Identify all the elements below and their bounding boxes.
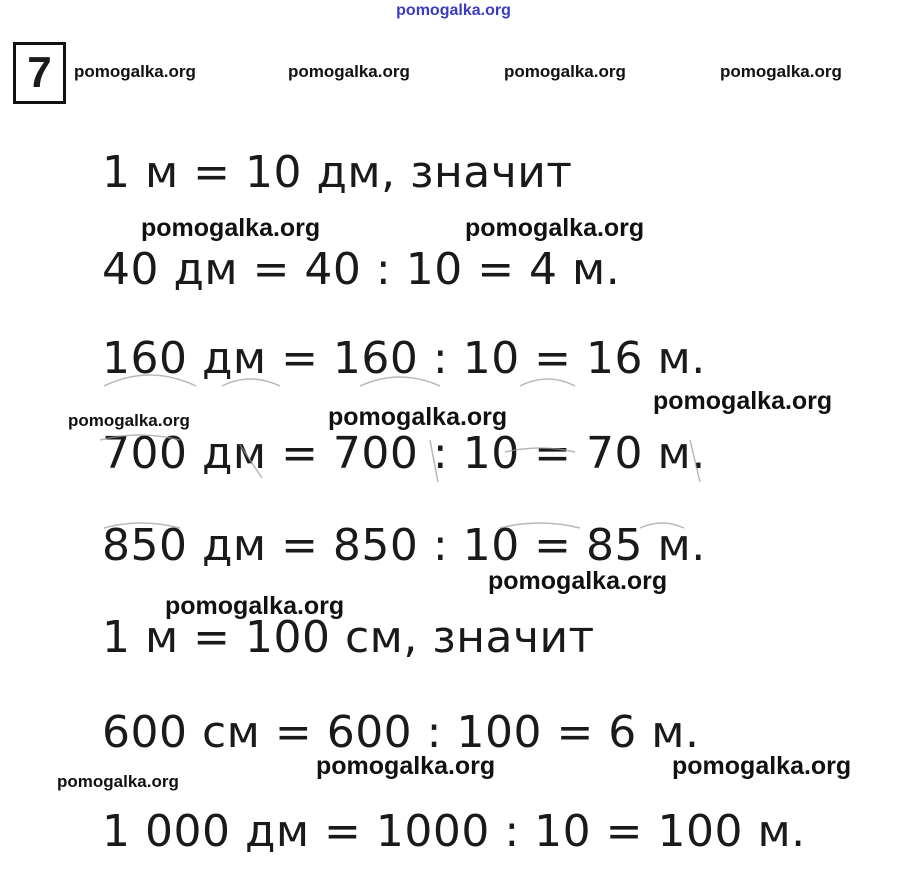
- watermark: pomogalka.org: [488, 567, 668, 595]
- watermark: pomogalka.org: [465, 214, 645, 242]
- solution-line-1: 1 м = 10 дм, значит: [102, 147, 573, 198]
- task-number-box: [13, 42, 66, 104]
- watermark: pomogalka.org: [141, 214, 321, 242]
- solution-line-7: 600 см = 600 : 100 = 6 м.: [102, 707, 700, 758]
- task-number: 7: [27, 48, 52, 97]
- solution-line-2: 40 дм = 40 : 10 = 4 м.: [102, 244, 621, 295]
- watermark: pomogalka.org: [316, 752, 496, 780]
- watermark: pomogalka.org: [68, 411, 190, 430]
- watermark: pomogalka.org: [672, 752, 852, 780]
- solution-line-5: 850 дм = 850 : 10 = 85 м.: [102, 520, 706, 571]
- watermark: pomogalka.org: [504, 62, 626, 81]
- watermark: pomogalka.org: [288, 62, 410, 81]
- site-watermark-top: pomogalka.org: [396, 2, 511, 19]
- watermark: pomogalka.org: [165, 592, 345, 620]
- solution-line-3: 160 дм = 160 : 10 = 16 м.: [102, 333, 706, 384]
- watermark: pomogalka.org: [720, 62, 842, 81]
- watermark: pomogalka.org: [328, 403, 508, 431]
- solution-line-4: 700 дм = 700 : 10 = 70 м.: [102, 428, 706, 479]
- solution-line-8: 1 000 дм = 1000 : 10 = 100 м.: [102, 806, 806, 857]
- watermark: pomogalka.org: [74, 62, 196, 81]
- watermark: pomogalka.org: [57, 772, 179, 791]
- solution-line-6: 1 м = 100 см, значит: [102, 612, 595, 663]
- watermark: pomogalka.org: [653, 387, 833, 415]
